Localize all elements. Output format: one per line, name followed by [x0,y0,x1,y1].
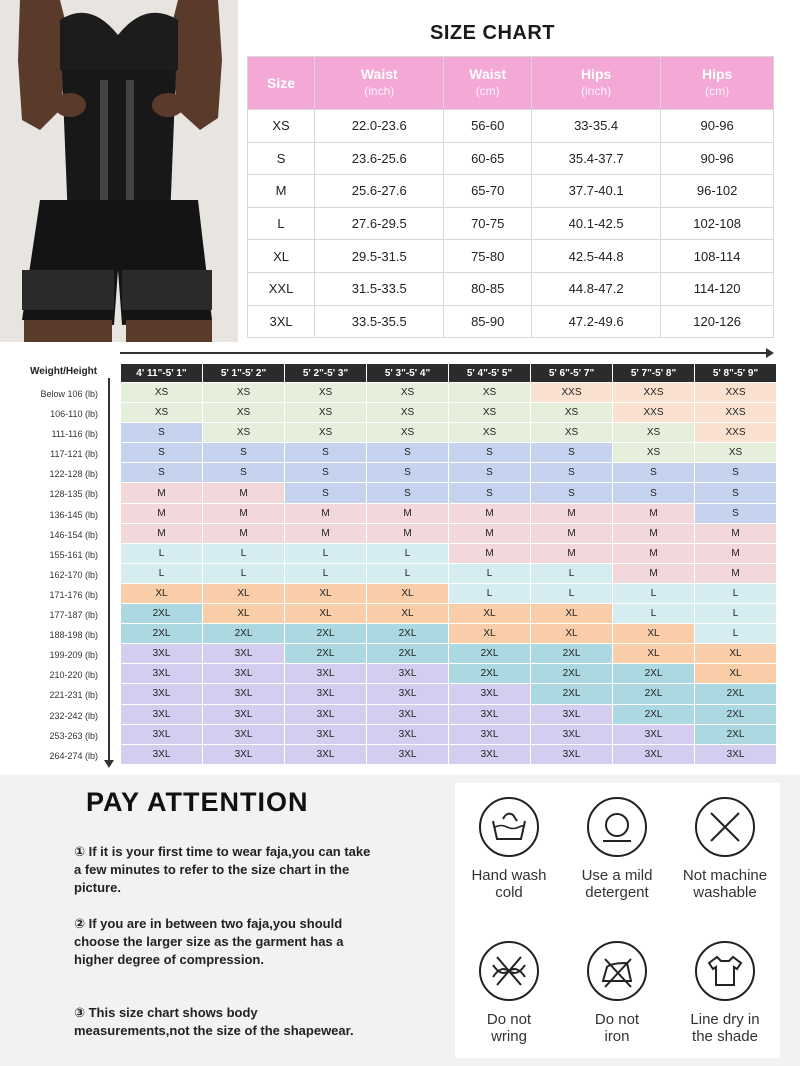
grid-cell: 2XL [285,624,367,644]
grid-cell: 3XL [695,744,777,764]
grid-cell: M [285,523,367,543]
grid-cell: L [367,563,449,583]
weight-labels [14,384,104,766]
grid-cell: S [695,483,777,503]
size-cell: XS [248,110,315,143]
height-header: 5' 4"-5' 5" [449,364,531,383]
grid-cell: L [121,543,203,563]
grid-cell: M [121,523,203,543]
waist-cm-cell: 65-70 [444,175,531,208]
care-no-machine [671,797,779,901]
hips-inch-cell: 37.7-40.1 [531,175,660,208]
grid-cell: L [449,583,531,603]
weight-label: 264-274 (lb) [49,750,98,761]
no-wring-icon [479,941,539,1001]
weight-height-label: Weight/Height [30,366,98,377]
hips-inch-cell: 47.2-49.6 [531,305,660,338]
grid-cell: M [367,523,449,543]
weight-label: 188-198 (lb) [49,630,98,641]
grid-cell: 2XL [695,704,777,724]
grid-cell: M [121,503,203,523]
grid-cell: XXS [531,383,613,403]
care-no-wring-line2: wring [491,1028,527,1045]
weight-label: 122-128 (lb) [49,469,98,480]
grid-row [121,403,777,423]
grid-cell: XL [285,604,367,624]
grid-cell: 3XL [449,704,531,724]
care-mild-detergent [563,797,671,901]
care-no-machine-line2: washable [693,884,757,901]
grid-cell: 3XL [203,724,285,744]
weight-label: 199-209 (lb) [49,650,98,661]
grid-cell: XS [203,403,285,423]
grid-cell: 2XL [695,684,777,704]
grid-cell: 3XL [285,684,367,704]
grid-cell: 2XL [613,664,695,684]
weight-axis-arrow [108,378,110,764]
top-section [0,0,800,345]
grid-cell: XXS [613,383,695,403]
size-row [248,142,774,175]
grid-cell: L [203,563,285,583]
waist-cm-header: Waist (cm) [444,57,531,110]
hips-inch-cell: 42.5-44.8 [531,240,660,273]
waist-inch-cell: 31.5-33.5 [315,272,444,305]
grid-cell: 3XL [367,744,449,764]
size-cell: 3XL [248,305,315,338]
waist-cm-cell: 60-65 [444,142,531,175]
grid-cell: M [121,483,203,503]
hips-cm-cell: 114-120 [661,272,774,305]
grid-cell: 3XL [121,664,203,684]
grid-cell: 3XL [367,704,449,724]
grid-cell: 3XL [121,684,203,704]
grid-cell: M [367,503,449,523]
grid-cell: L [695,604,777,624]
waist-inch-cell: 25.6-27.6 [315,175,444,208]
size-row [248,272,774,305]
height-header-row [121,364,777,383]
grid-cell: M [613,543,695,563]
waist-cm-cell: 56-60 [444,110,531,143]
grid-cell: 2XL [695,724,777,744]
grid-cell: L [121,563,203,583]
grid-cell: XS [367,383,449,403]
hips-inch-header: Hips (inch) [531,57,660,110]
grid-cell: 2XL [285,644,367,664]
grid-cell: 3XL [121,644,203,664]
grid-row [121,644,777,664]
grid-cell: XXS [695,423,777,443]
grid-cell: S [285,463,367,483]
grid-cell: XL [367,604,449,624]
grid-row [121,724,777,744]
hips-cm-cell: 120-126 [661,305,774,338]
grid-cell: M [695,543,777,563]
care-hand-wash [455,797,563,901]
size-row [248,240,774,273]
size-row [248,175,774,208]
grid-cell: XL [695,664,777,684]
care-line-dry [671,941,779,1045]
care-no-iron-line2: iron [604,1028,630,1045]
grid-cell: 3XL [449,744,531,764]
waist-cm-cell: 70-75 [444,207,531,240]
grid-cell: L [613,604,695,624]
grid-cell: M [695,563,777,583]
hips-inch-cell: 35.4-37.7 [531,142,660,175]
height-header: 5' 7"-5' 8" [613,364,695,383]
grid-cell: 2XL [531,644,613,664]
mild-detergent-icon [587,797,647,857]
grid-row [121,463,777,483]
weight-label: 128-135 (lb) [49,489,98,500]
grid-cell: 3XL [203,664,285,684]
grid-cell: L [695,583,777,603]
grid-cell: M [613,523,695,543]
grid-row [121,383,777,403]
note-between-sizes: ② If you are in between two faja,you should choose the larger size as the garment has a higher degree of compression. [74,916,344,967]
grid-cell: XS [285,423,367,443]
grid-cell: XS [449,423,531,443]
hips-cm-cell: 108-114 [661,240,774,273]
waist-inch-cell: 33.5-35.5 [315,305,444,338]
grid-cell: XS [613,423,695,443]
grid-cell: M [531,543,613,563]
weight-label: 106-110 (lb) [50,409,98,420]
grid-row [121,583,777,603]
no-iron-icon [587,941,647,1001]
size-row [248,207,774,240]
weight-label: 177-187 (lb) [49,610,98,621]
care-line-dry-line2: the shade [692,1028,758,1045]
weight-label: 171-176 (lb) [49,589,98,600]
height-header: 5' 6"-5' 7" [531,364,613,383]
grid-cell: XS [531,403,613,423]
grid-cell: S [285,443,367,463]
care-no-machine-line1: Not machine [682,867,768,884]
size-chart-header-row [248,57,774,110]
weight-label: 117-121 (lb) [50,449,98,460]
grid-cell: 3XL [203,644,285,664]
grid-cell: S [613,463,695,483]
grid-row [121,443,777,463]
hips-cm-cell: 90-96 [661,142,774,175]
grid-cell: XL [203,583,285,603]
grid-cell: XS [695,443,777,463]
grid-cell: S [367,443,449,463]
grid-cell: M [285,503,367,523]
grid-cell: 2XL [367,624,449,644]
size-header: Size [248,57,315,110]
grid-cell: M [449,543,531,563]
grid-cell: XS [121,383,203,403]
grid-cell: XS [203,423,285,443]
grid-cell: L [531,583,613,603]
grid-cell: 3XL [449,684,531,704]
grid-row [121,704,777,724]
care-no-wring-line1: Do not [486,1011,532,1028]
grid-row [121,744,777,764]
grid-cell: M [203,503,285,523]
grid-cell: 2XL [531,684,613,704]
grid-cell: M [531,523,613,543]
grid-cell: XS [285,403,367,423]
size-cell: M [248,175,315,208]
grid-cell: S [121,423,203,443]
grid-cell: L [531,563,613,583]
grid-cell: 2XL [613,704,695,724]
grid-cell: XS [121,403,203,423]
grid-cell: S [449,463,531,483]
grid-cell: XL [613,644,695,664]
weight-label: 136-145 (lb) [49,509,98,520]
weight-label: 232-242 (lb) [49,710,98,721]
care-hand-wash-line1: Hand wash [471,867,547,884]
size-cell: S [248,142,315,175]
grid-cell: S [531,443,613,463]
grid-cell: XS [613,443,695,463]
grid-cell: S [285,483,367,503]
grid-cell: 3XL [203,744,285,764]
grid-cell: 3XL [367,664,449,684]
grid-cell: L [203,543,285,563]
weight-label: 146-154 (lb) [49,529,98,540]
grid-cell: 3XL [531,744,613,764]
grid-cell: 3XL [121,744,203,764]
note-first-time: ① If it is your first time to wear faja,you can take a few minutes to refer to the size chart in the picture. [74,844,371,895]
grid-cell: 3XL [121,724,203,744]
grid-cell: S [531,463,613,483]
grid-cell: 3XL [531,704,613,724]
weight-label: 253-263 (lb) [49,730,98,741]
grid-cell: 2XL [449,664,531,684]
grid-cell: 3XL [285,664,367,684]
waist-cm-cell: 80-85 [444,272,531,305]
hips-cm-header: Hips (cm) [661,57,774,110]
waist-inch-cell: 27.6-29.5 [315,207,444,240]
note-body-measurements: ③ This size chart shows body measurements,not the size of the shapewear. [74,1005,354,1038]
waist-inch-cell: 23.6-25.6 [315,142,444,175]
height-header: 5' 1"-5' 2" [203,364,285,383]
grid-row [121,684,777,704]
grid-cell: 3XL [203,684,285,704]
grid-cell: L [285,543,367,563]
product-photo [0,0,238,342]
height-header: 5' 3"-5' 4" [367,364,449,383]
hips-cm-cell: 102-108 [661,207,774,240]
grid-cell: XL [531,624,613,644]
grid-cell: L [695,624,777,644]
waist-inch-header: Waist (inch) [315,57,444,110]
grid-cell: M [449,523,531,543]
hips-inch-cell: 33-35.4 [531,110,660,143]
waist-inch-cell: 29.5-31.5 [315,240,444,273]
grid-row [121,604,777,624]
height-header: 5' 2"-5' 3" [285,364,367,383]
size-row [248,305,774,338]
grid-cell: XXS [695,403,777,423]
grid-cell: L [367,543,449,563]
size-chart-table [247,56,774,338]
height-header: 5' 8"-5' 9" [695,364,777,383]
grid-cell: S [367,463,449,483]
size-cell: XXL [248,272,315,305]
grid-row [121,503,777,523]
no-machine-wash-icon [695,797,755,857]
grid-cell: L [285,563,367,583]
care-instructions [455,783,780,1058]
grid-cell: S [367,483,449,503]
grid-cell: M [203,523,285,543]
grid-cell: S [695,503,777,523]
grid-cell: 3XL [121,704,203,724]
weight-label: Below 106 (lb) [40,389,98,399]
waist-cm-cell: 85-90 [444,305,531,338]
grid-cell: M [613,563,695,583]
grid-cell: XXS [695,383,777,403]
care-no-iron-line1: Do not [594,1011,640,1028]
grid-cell: XL [613,624,695,644]
grid-cell: M [449,503,531,523]
grid-cell: XS [531,423,613,443]
grid-cell: M [203,483,285,503]
grid-cell: L [613,583,695,603]
weight-label: 155-161 (lb) [49,549,98,560]
care-line-dry-line1: Line dry in [690,1011,760,1028]
grid-cell: 2XL [121,624,203,644]
waist-cm-cell: 75-80 [444,240,531,273]
care-no-wring [455,941,563,1045]
size-cell: L [248,207,315,240]
size-cell: XL [248,240,315,273]
grid-cell: S [613,483,695,503]
grid-row [121,624,777,644]
pay-attention-title: PAY ATTENTION [86,787,309,817]
grid-row [121,423,777,443]
grid-cell: 2XL [121,604,203,624]
grid-cell: 3XL [613,724,695,744]
grid-cell: XL [285,583,367,603]
hips-inch-cell: 44.8-47.2 [531,272,660,305]
grid-cell: XS [203,383,285,403]
grid-cell: XL [203,604,285,624]
weight-label: 210-220 (lb) [49,670,98,681]
grid-cell: 3XL [285,724,367,744]
grid-cell: 3XL [367,724,449,744]
grid-cell: XS [285,383,367,403]
care-no-iron [563,941,671,1045]
height-header: 4' 11"-5' 1" [121,364,203,383]
weight-axis-arrowhead [104,760,114,768]
grid-cell: S [449,443,531,463]
waist-inch-cell: 22.0-23.6 [315,110,444,143]
care-mild-detergent-line1: Use a mild [581,867,653,884]
grid-cell: XL [367,583,449,603]
grid-cell: XS [367,423,449,443]
grid-cell: L [449,563,531,583]
care-hand-wash-line2: cold [495,884,523,901]
grid-cell: S [203,463,285,483]
grid-cell: 2XL [449,644,531,664]
grid-cell: XL [531,604,613,624]
grid-cell: 3XL [531,724,613,744]
weight-label: 111-116 (lb) [51,429,98,440]
grid-cell: M [695,523,777,543]
grid-row [121,483,777,503]
grid-cell: XS [449,403,531,423]
grid-cell: XL [695,644,777,664]
grid-cell: XS [449,383,531,403]
weight-height-grid [120,363,777,765]
hips-cm-cell: 90-96 [661,110,774,143]
grid-cell: 2XL [613,684,695,704]
grid-row [121,543,777,563]
grid-cell: 2XL [531,664,613,684]
height-axis-arrow [120,352,770,354]
grid-cell: S [695,463,777,483]
grid-cell: 3XL [285,704,367,724]
grid-cell: S [531,483,613,503]
grid-cell: S [203,443,285,463]
grid-cell: 3XL [613,744,695,764]
height-axis-arrowhead [766,348,774,358]
weight-label: 221-231 (lb) [49,690,98,701]
hips-inch-cell: 40.1-42.5 [531,207,660,240]
grid-cell: S [121,463,203,483]
grid-cell: 3XL [449,724,531,744]
weight-label: 162-170 (lb) [49,569,98,580]
grid-row [121,563,777,583]
hand-wash-icon [479,797,539,857]
grid-cell: XL [449,604,531,624]
grid-cell: XS [367,403,449,423]
grid-cell: 2XL [367,644,449,664]
grid-cell: XL [121,583,203,603]
grid-cell: M [613,503,695,523]
grid-cell: S [121,443,203,463]
grid-cell: 2XL [203,624,285,644]
grid-cell: S [449,483,531,503]
grid-cell: 3XL [203,704,285,724]
grid-row [121,664,777,684]
size-chart-title: SIZE CHART [430,22,555,44]
grid-cell: XXS [613,403,695,423]
grid-cell: 3XL [367,684,449,704]
grid-cell: XL [449,624,531,644]
care-mild-detergent-line2: detergent [585,884,649,901]
hips-cm-cell: 96-102 [661,175,774,208]
line-dry-shade-icon [695,941,755,1001]
grid-cell: 3XL [285,744,367,764]
grid-row [121,523,777,543]
grid-cell: M [531,503,613,523]
size-row [248,110,774,143]
